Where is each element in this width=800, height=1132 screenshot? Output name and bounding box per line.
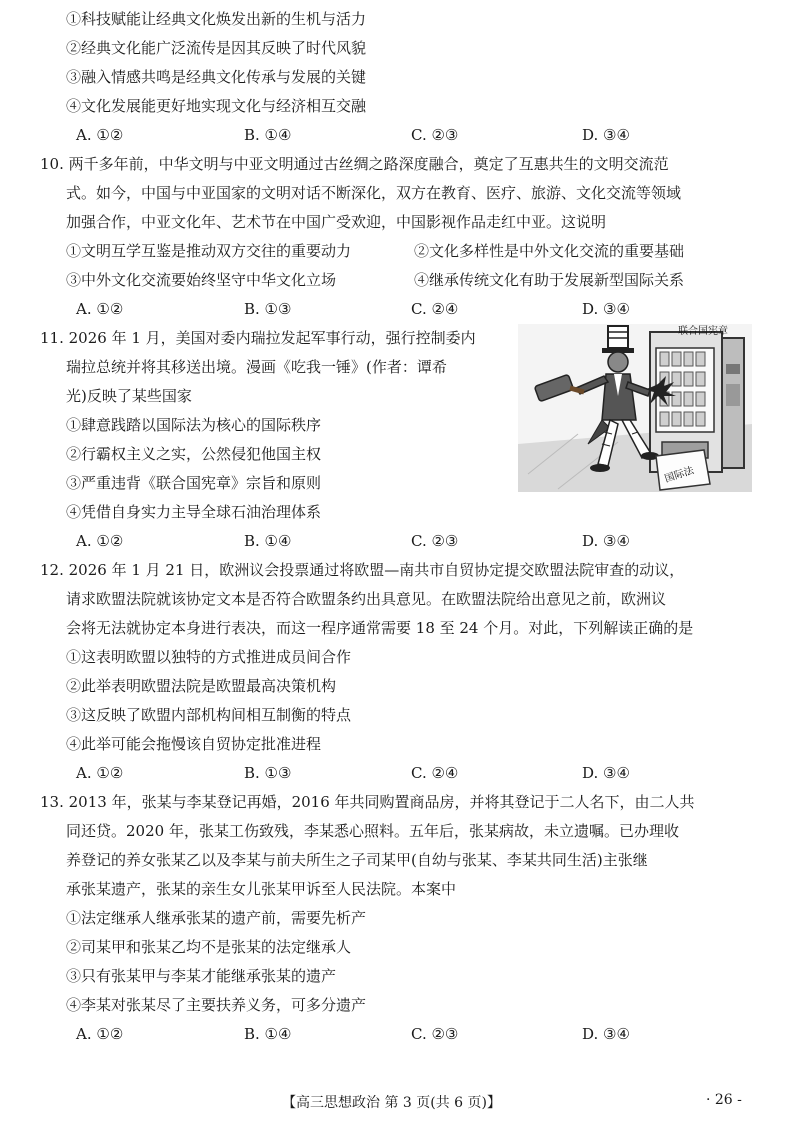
q9-option-d: D. ③④ bbox=[582, 126, 630, 144]
q13-option-d: D. ③④ bbox=[582, 1025, 630, 1043]
q10-item-1: ①文明互学互鉴是推动双方交往的重要动力 bbox=[66, 242, 352, 260]
q12-stem-line-3: 会将无法就协定本身进行表决，而这一程序通常需要 18 至 24 个月。对此，下列解读正确的是 bbox=[66, 619, 694, 637]
q12-stem-line-2: 请求欧盟法院就该协定文本是否符合欧盟条约出具意见。在欧盟法院给出意见之前，欧洲议 bbox=[66, 590, 667, 608]
q11-option-a: A. ①② bbox=[76, 532, 124, 550]
q11-option-c: C. ②③ bbox=[411, 532, 459, 550]
q12-item-2: ②此举表明欧盟法院是欧盟最高决策机构 bbox=[66, 677, 337, 695]
q12-stem-line-1: 12. 2026 年 1 月 21 日，欧洲议会投票通过将欧盟—南共市自贸协定提交欧盟法院审查的动议， bbox=[40, 561, 685, 579]
vending-machine bbox=[644, 324, 744, 472]
q13-item-2: ②司某甲和张某乙均不是张某的法定继承人 bbox=[66, 938, 352, 956]
q10-item-2: ②文化多样性是中外文化交流的重要基础 bbox=[414, 242, 685, 260]
q11-option-d: D. ③④ bbox=[582, 532, 630, 550]
q11-item-2: ②行霸权主义之实，公然侵犯他国主权 bbox=[66, 445, 322, 463]
paper-international-law bbox=[656, 450, 710, 490]
q13-item-1: ①法定继承人继承张某的遗产前，需要先析产 bbox=[66, 909, 367, 927]
q10-option-a: A. ①② bbox=[76, 300, 124, 318]
q11-stem-line-1: 11. 2026 年 1 月，美国对委内瑞拉发起军事行动，强行控制委内 bbox=[40, 329, 476, 347]
q12-option-a: A. ①② bbox=[76, 764, 124, 782]
q13-stem-line-4: 承张某遗产，张某的亲生女儿张某甲诉至人民法院。本案中 bbox=[66, 880, 457, 898]
q12-option-c: C. ②④ bbox=[411, 764, 459, 782]
q13-stem-line-3: 养登记的养女张某乙以及李某与前夫所生之子司某甲(自幼与张某、李某共同生活)主张继 bbox=[66, 851, 648, 869]
q13-item-4: ④李某对张某尽了主要扶养义务，可多分遗产 bbox=[66, 996, 367, 1014]
q9-option-a: A. ①② bbox=[76, 126, 124, 144]
q13-option-c: C. ②③ bbox=[411, 1025, 459, 1043]
q12-item-3: ③这反映了欧盟内部机构间相互制衡的特点 bbox=[66, 706, 352, 724]
q9-item-3: ③融入情感共鸣是经典文化传承与发展的关键 bbox=[66, 68, 367, 86]
q13-item-3: ③只有张某甲与李某才能继承张某的遗产 bbox=[66, 967, 337, 985]
q10-option-b: B. ①③ bbox=[244, 300, 292, 318]
q13-stem-line-1: 13. 2013 年，张某与李某登记再婚，2016 年共同购置商品房，并将其登记于二人名下，由二人共 bbox=[40, 793, 695, 811]
q10-stem-line-1: 10. 两千多年前，中华文明与中亚文明通过古丝绸之路深度融合，奠定了互惠共生的文明交流范 bbox=[40, 155, 669, 173]
q10-stem-line-2: 式。如今，中国与中亚国家的文明对话不断深化，双方在教育、医疗、旅游、文化交流等领域 bbox=[66, 184, 682, 202]
q9-option-b: B. ①④ bbox=[244, 126, 292, 144]
q11-item-4: ④凭借自身实力主导全球石油治理体系 bbox=[66, 503, 322, 521]
q11-item-1: ①肆意践踏以国际法为核心的国际秩序 bbox=[66, 416, 322, 434]
machine-label: 联合国宪章 bbox=[678, 326, 728, 337]
q12-item-4: ④此举可能会拖慢该自贸协定批准进程 bbox=[66, 735, 322, 753]
q13-option-a: A. ①② bbox=[76, 1025, 124, 1043]
q12-option-b: B. ①③ bbox=[244, 764, 292, 782]
q10-option-d: D. ③④ bbox=[582, 300, 630, 318]
q9-item-4: ④文化发展能更好地实现文化与经济相互交融 bbox=[66, 97, 367, 115]
q11-item-3: ③严重违背《联合国宪章》宗旨和原则 bbox=[66, 474, 322, 492]
q13-option-b: B. ①④ bbox=[244, 1025, 292, 1043]
q10-stem-line-3: 加强合作，中亚文化年、艺术节在中国广受欢迎，中国影视作品走红中亚。这说明 bbox=[66, 213, 607, 231]
q10-item-3: ③中外文化交流要始终坚守中华文化立场 bbox=[66, 271, 337, 289]
q12-item-1: ①这表明欧盟以独特的方式推进成员间合作 bbox=[66, 648, 352, 666]
q11-stem-line-2: 瑞拉总统并将其移送出境。漫画《吃我一锤》(作者：谭希 bbox=[66, 358, 447, 376]
q12-option-d: D. ③④ bbox=[582, 764, 630, 782]
q10-option-c: C. ②④ bbox=[411, 300, 459, 318]
q11-stem-line-3: 光)反映了某些国家 bbox=[66, 387, 192, 405]
page-footer-code: · 26 - bbox=[706, 1092, 742, 1108]
page-footer-title: 【高三思想政治 第 3 页(共 6 页)】 bbox=[282, 1095, 501, 1111]
q10-item-4: ④继承传统文化有助于发展新型国际关系 bbox=[414, 271, 685, 289]
q9-item-2: ②经典文化能广泛流传是因其反映了时代风貌 bbox=[66, 39, 367, 57]
cartoon-svg bbox=[518, 324, 752, 492]
q11-option-b: B. ①④ bbox=[244, 532, 292, 550]
q9-option-c: C. ②③ bbox=[411, 126, 459, 144]
cartoon-illustration bbox=[518, 324, 752, 492]
paper-label: 国际法 bbox=[663, 465, 696, 485]
q9-item-1: ①科技赋能让经典文化焕发出新的生机与活力 bbox=[66, 10, 367, 28]
q13-stem-line-2: 同还贷。2020 年，张某工伤致残，李某悉心照料。五年后，张某病故，未立遗嘱。已办理收 bbox=[66, 822, 679, 840]
